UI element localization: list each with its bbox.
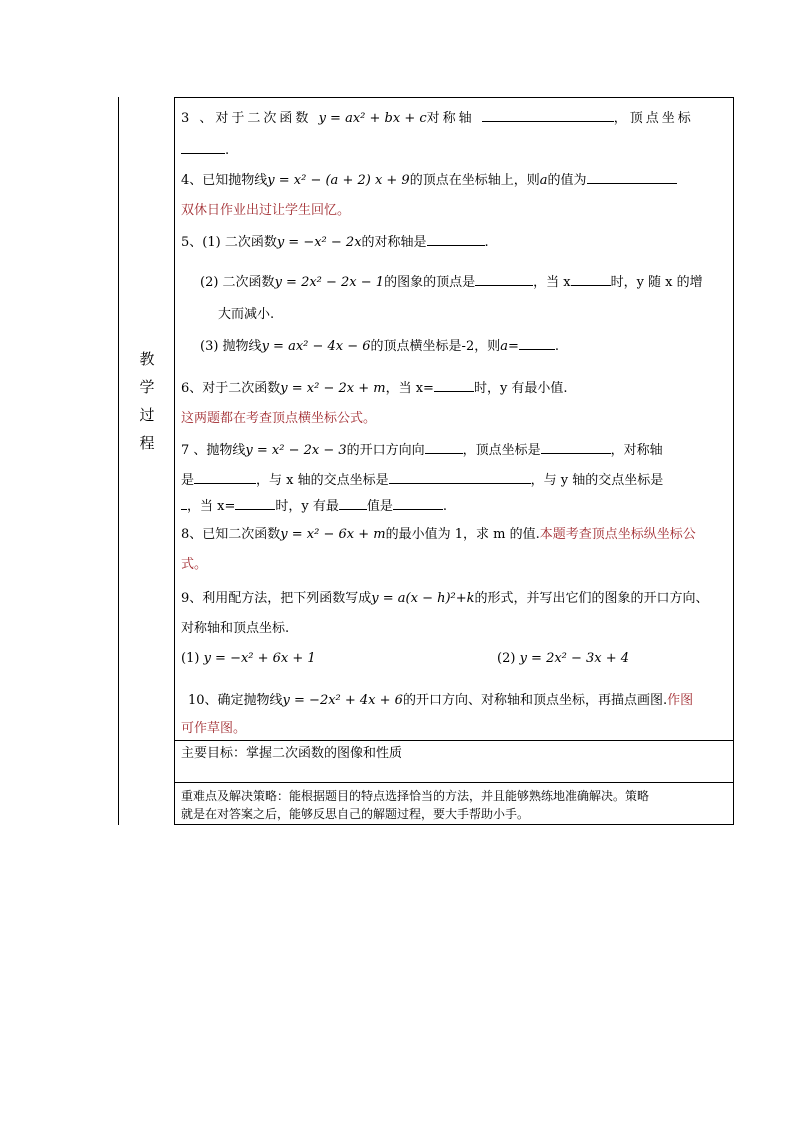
question-6: 6、对于二次函数y = x² − 2x + m，当 x= 时，y 有最小值. — [181, 381, 568, 396]
question-8-note-cont: 式。 — [181, 557, 208, 572]
question-9-line2: 对称轴和顶点坐标. — [181, 621, 290, 636]
question-7-line2: 是 ，与 x 轴的交点坐标是 ，与 y 轴的交点坐标是 — [181, 473, 664, 488]
left-column-border — [118, 97, 175, 825]
question-5-part-2: (2) 二次函数y = 2x² − 2x − 1的图象的顶点是 ，当 x 时，y 随 x 的增 — [200, 275, 703, 290]
side-label-char: 学 — [139, 378, 155, 396]
question-8: 8、已知二次函数y = x² − 6x + m的最小值为 1，求 m 的值.本题考查顶点坐标纵坐标公 — [181, 527, 696, 542]
question-7: 7 、抛物线y = x² − 2x − 3的开口方向向 ，顶点坐标是 ，对称轴 — [181, 443, 663, 458]
side-label-char: 过 — [139, 406, 155, 424]
question-5-part-2-cont: 大而减小. — [218, 307, 275, 322]
question-9-sub1: (1) y = −x² + 6x + 1 — [181, 651, 316, 666]
question-3: 3 、对于二次函数 y = ax² + bx + c对称轴 ，顶点坐标 — [181, 111, 694, 126]
question-5-part-1: 5、(1) 二次函数y = −x² − 2x的对称轴是 . — [181, 235, 489, 250]
main-goal: 主要目标：掌握二次函数的图像和性质 — [181, 746, 403, 761]
strategy-line-2: 就是在对答案之后，能够反思自己的解题过程，要大手帮助小手。 — [181, 807, 530, 821]
question-9: 9、利用配方法，把下列函数写成y = a(x − h)²+k的形式，并写出它们的图象的开口方向、 — [181, 591, 709, 606]
question-4: 4、已知抛物线y = x² − (a + 2) x + 9的顶点在坐标轴上，则a的值为 — [181, 166, 727, 196]
question-5-part-3: (3) 抛物线y = ax² − 4x − 6的顶点横坐标是-2，则a= . — [200, 339, 560, 354]
question-3-line2: . — [181, 136, 727, 166]
question-10: 10、确定抛物线y = −2x² + 4x + 6的开口方向、对称轴和顶点坐标，再描点画图.作图 — [188, 693, 694, 708]
teacher-note-1: 双休日作业出过让学生回忆。 — [181, 203, 351, 218]
side-label-char: 程 — [139, 434, 155, 452]
row-divider — [174, 782, 734, 783]
strategy-line-1: 重难点及解决策略：能根据题目的特点选择恰当的方法，并且能够熟练地准确解决。策略 — [181, 789, 650, 803]
side-label-char: 教 — [139, 350, 155, 368]
teaching-process-label — [137, 345, 157, 457]
question-10-note-cont: 可作草图。 — [181, 721, 247, 736]
teacher-note-2: 这两题都在考查顶点横坐标公式。 — [181, 411, 377, 426]
question-7-line3: ，当 x= 时，y 有最 值是 . — [181, 492, 727, 522]
question-9-sub2: (2) y = 2x² − 3x + 4 — [497, 651, 630, 666]
